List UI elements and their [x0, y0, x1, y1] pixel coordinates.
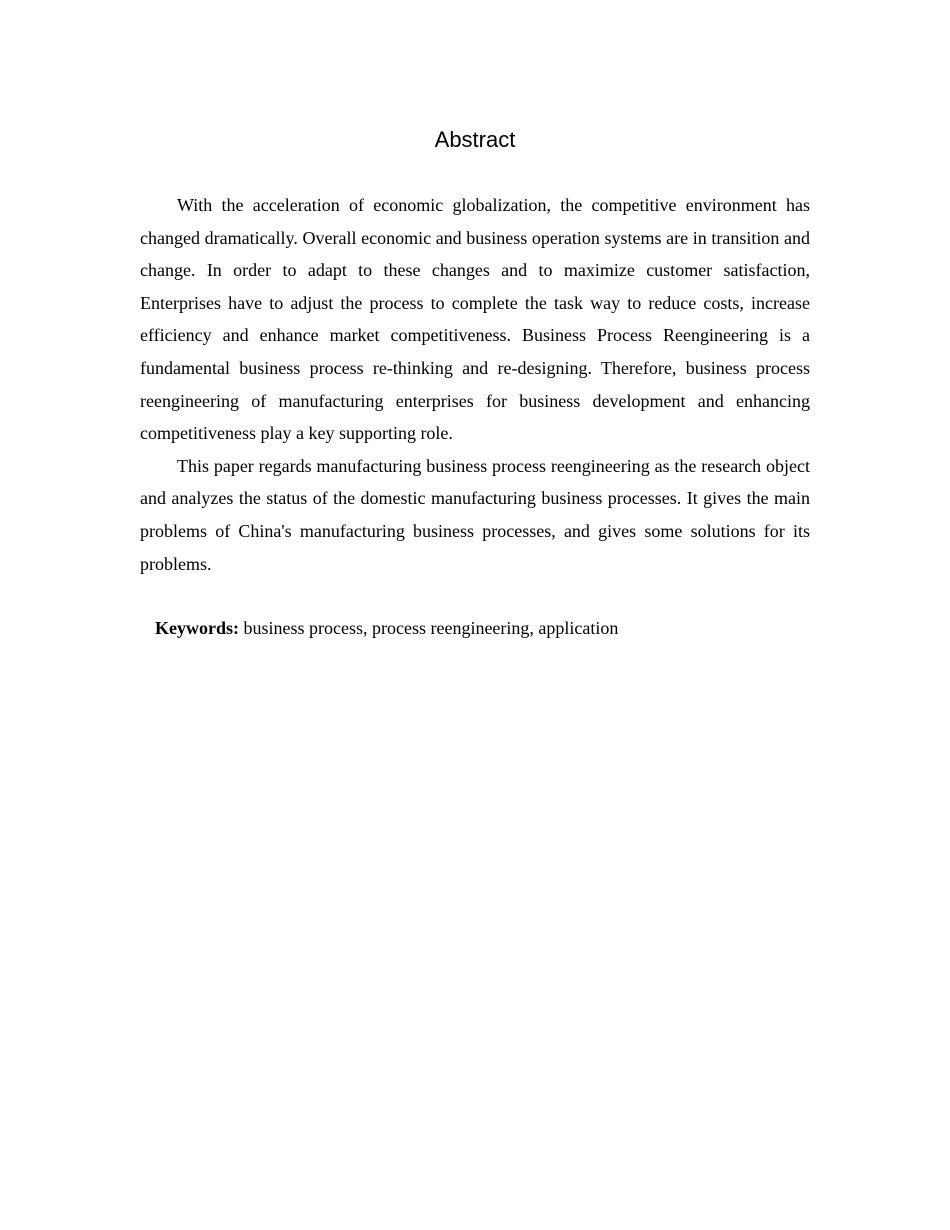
abstract-body	[140, 189, 810, 580]
abstract-paragraph-1: With the acceleration of economic globalization, the competitive environment has changed dramatically. Overall economic and business operation systems are in transition and change. In order to adapt to these changes and to maximize customer satisfaction, Enterprises have to adjust the process to complete the task way to reduce costs, increase efficiency and enhance market competitiveness. Business Process Reengineering is a fundamental business process re-thinking and re-designing. Therefore, business process reengineering of manufacturing enterprises for business development and enhancing competitiveness play a key supporting role.	[140, 195, 810, 444]
keywords-value: business process, process reengineering, application	[239, 618, 619, 638]
page-title: Abstract	[434, 127, 516, 152]
keywords-line	[155, 613, 815, 643]
abstract-paragraph-2: This paper regards manufacturing business process reengineering as the research object and analyzes the status of the domestic manufacturing business processes. It gives the main problems of China's manufacturing business processes, and gives some solutions for its problems.	[140, 455, 810, 574]
keywords-label: Keywords:	[155, 618, 239, 638]
